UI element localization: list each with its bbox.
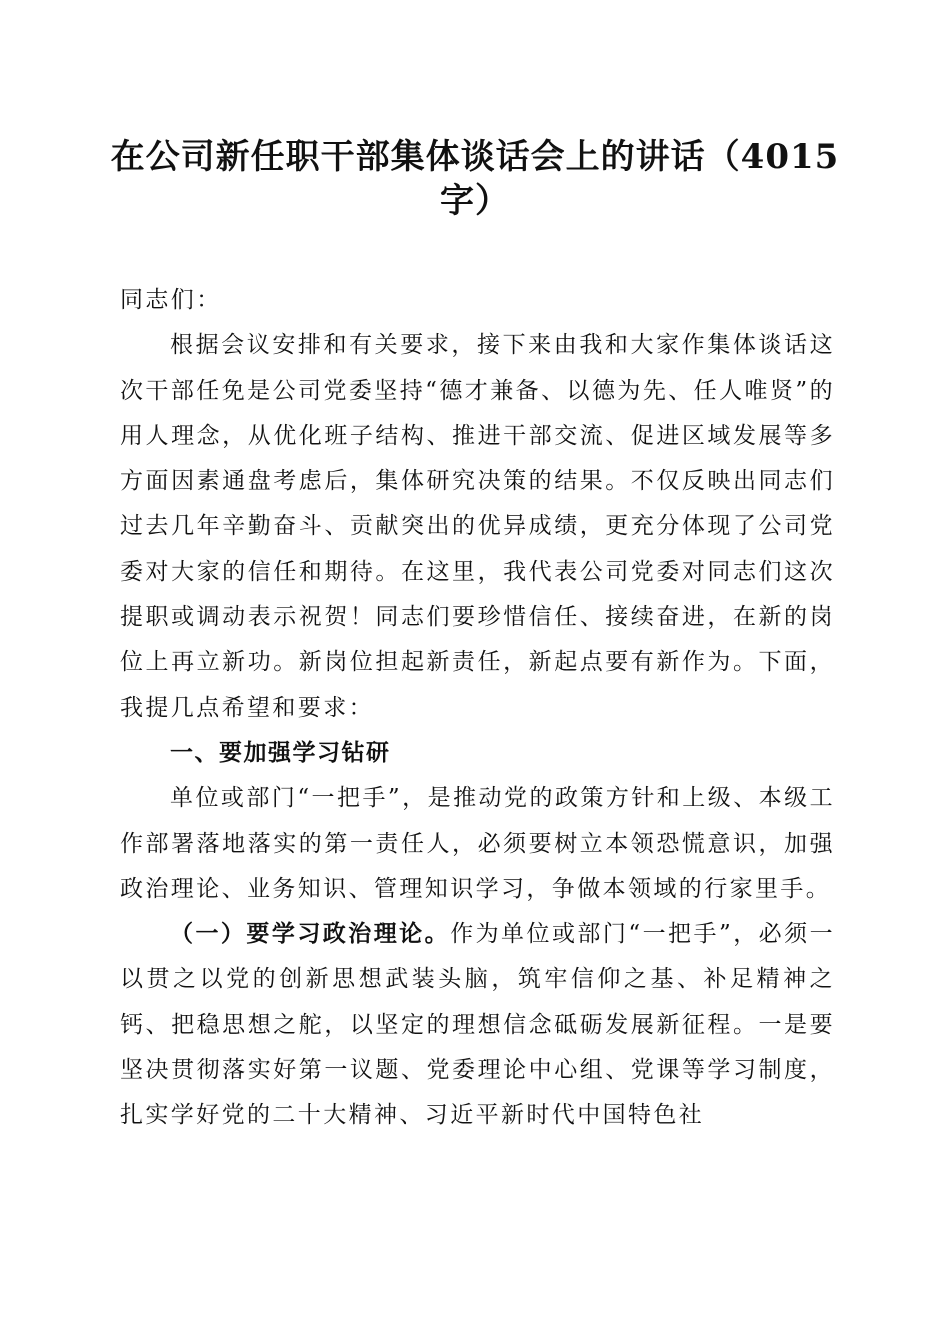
salutation: 同志们： — [120, 287, 222, 313]
document-body — [120, 278, 835, 1139]
subsection-1-paragraph — [120, 912, 835, 1138]
document-title: 在公司新任职干部集体谈话会上的讲话（4015字） — [110, 137, 840, 221]
section-1-intro: 单位或部门“一把手”，是推动党的政策方针和上级、本级工作部署落地落实的第一责任人，必须要树立本领恐慌意识，加强政治理论、业务知识、管理知识学习，争做本领域的行家里手。 — [120, 785, 835, 902]
opening-paragraph: 根据会议安排和有关要求，接下来由我和大家作集体谈话这次干部任免是公司党委坚持“德才兼备、以德为先、任人唯贤”的用人理念，从优化班子结构、推进干部交流、促进区域发展等多方面因素通盘考虑后，集体研究决策的结果。不仅反映出同志们过去几年辛勤奋斗、贡献突出的优异成绩，更充分体现了公司党委对大家的信任和期待。在这里，我代表公司党委对同志们这次提职或调动表示祝贺！同志们要珍惜信任、接续奋进，在新的岗位上再立新功。新岗位担起新责任，新起点要有新作为。下面，我提几点希望和要求： — [120, 332, 835, 721]
subsection-1-lead: （一）要学习政治理论。 — [170, 921, 451, 948]
subsection-1-text: 作为单位或部门“一把手”，必须一以贯之以党的创新思想武装头脑，筑牢信仰之基、补足精神之钙、把稳思想之舵，以坚定的理想信念砥砺发展新征程。一是要坚决贯彻落实好第一议题、党委理论中心组、党课等学习制度，扎实学好党的二十大精神、习近平新时代中国特色社 — [120, 921, 835, 1129]
section-1-heading: 一、要加强学习钻研 — [170, 739, 391, 766]
